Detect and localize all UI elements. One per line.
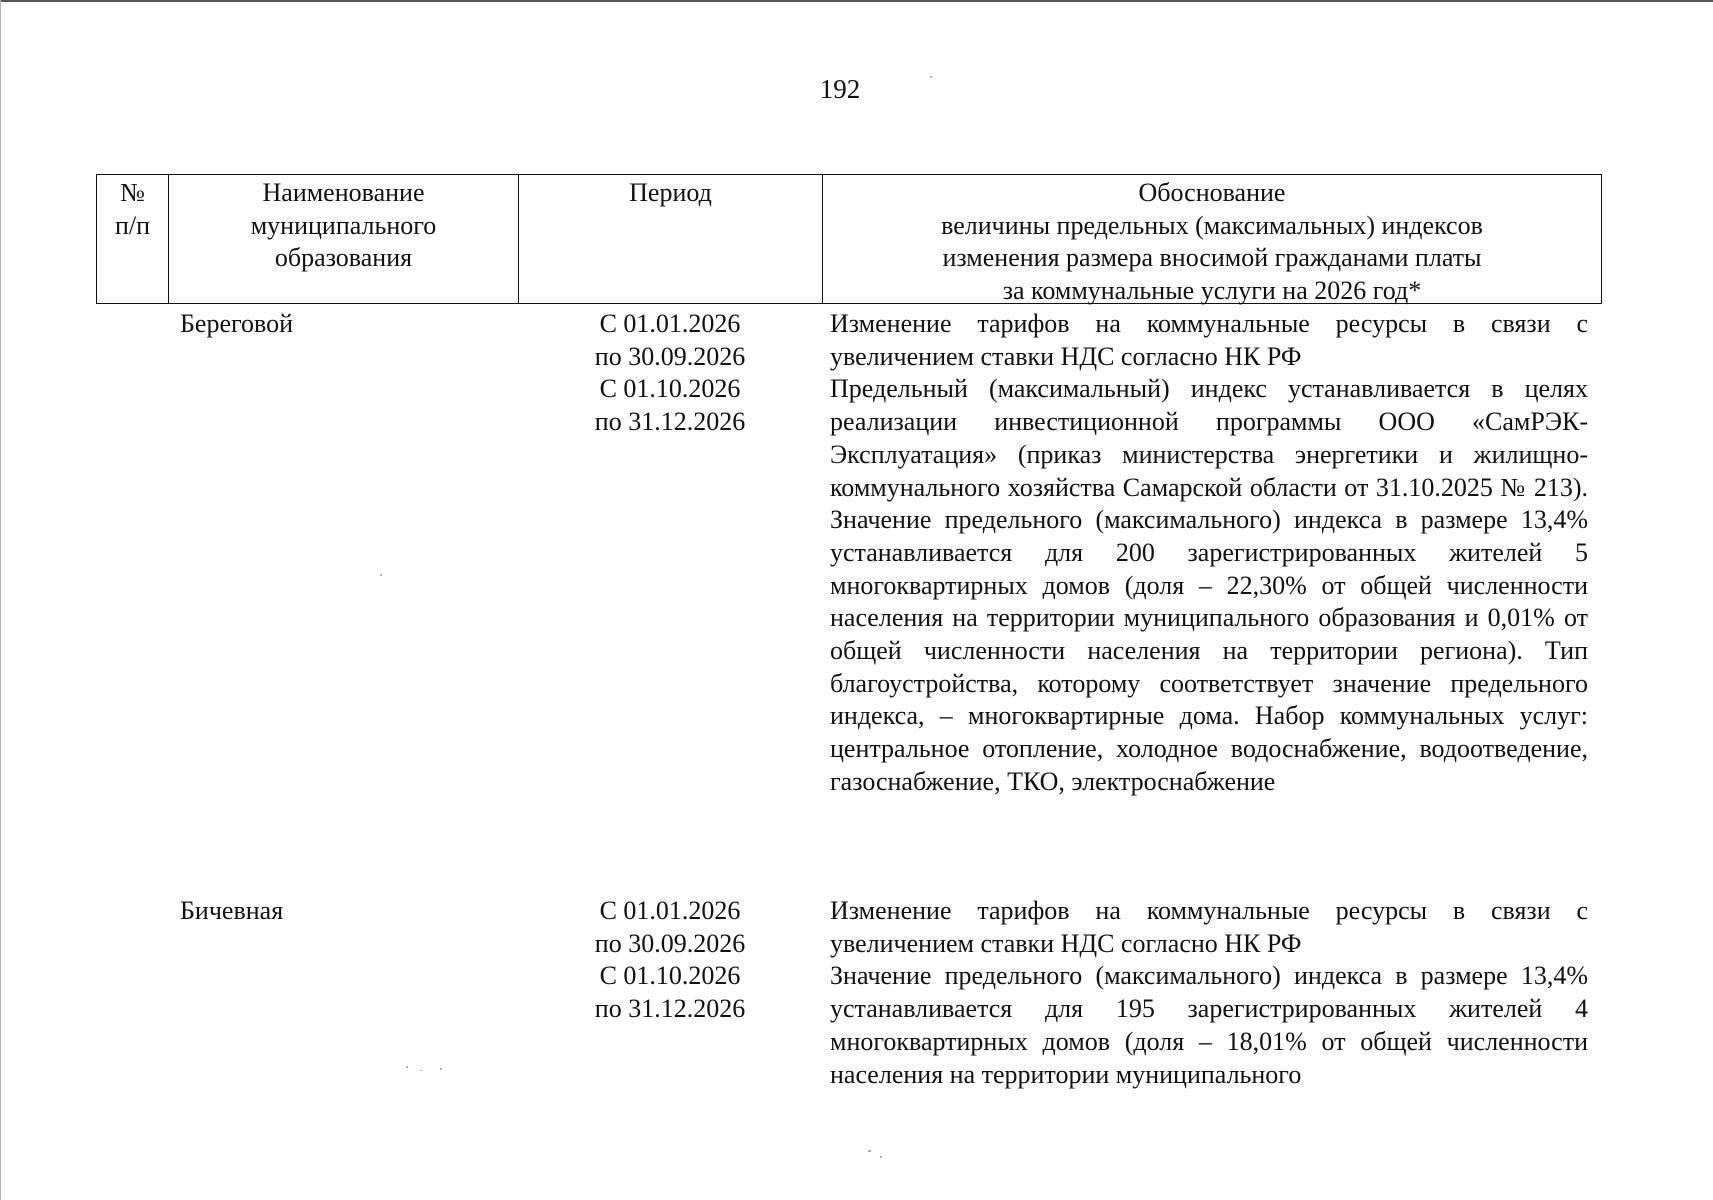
scan-border-top bbox=[0, 0, 1713, 2]
period-line: по 30.09.2026 bbox=[594, 341, 746, 371]
scan-speck bbox=[406, 1066, 408, 1068]
header-period-line: Период bbox=[629, 178, 712, 207]
period-cell bbox=[518, 308, 822, 439]
period-line: С 01.10.2026 bbox=[599, 374, 741, 404]
scan-speck bbox=[930, 76, 932, 78]
header-number-column bbox=[97, 175, 169, 303]
header-period-column bbox=[519, 175, 823, 303]
period-line: С 01.01.2026 bbox=[599, 309, 741, 338]
header-basis-line: изменения размера вносимой гражданами платы bbox=[942, 243, 1482, 272]
header-number-line: № bbox=[120, 178, 145, 207]
scan-speck bbox=[420, 1070, 422, 1071]
basis-paragraph: Предельный (максимальный) индекс устанавливается в целях реализации инвестиционной программы ООО «СамРЭК-Эксплуатация» (приказ министерства энергетики и жилищно-коммунального хозяйства Самарской области от 31.10.2025 № 213). Значение предельного (максимального) индекса в размере 13,4% устанавливается для 200 зарегистрированных жителей 5 многоквартирных домов (доля – 22,30% от общей численности населения на территории муниципального образования и 0,01% от общей численности населения на территории региона). Тип благоустройства, которому соответствует значение предельного индекса, – многоквартирные дома. Набор коммунальных услуг: центральное отопление, холодное водоснабжение, водоотведение, газоснабжение, ТКО, электроснабжение bbox=[830, 374, 1588, 796]
scan-speck bbox=[880, 1156, 882, 1158]
header-basis-line: за коммунальные услуги на 2026 год* bbox=[1002, 275, 1422, 305]
scan-speck bbox=[440, 1068, 442, 1070]
header-municipality-line: муниципального bbox=[250, 210, 437, 240]
header-basis-line: Обоснование bbox=[1138, 178, 1286, 207]
period-cell bbox=[518, 895, 822, 1026]
period-line: по 31.12.2026 bbox=[594, 407, 746, 437]
scan-speck bbox=[868, 1150, 871, 1152]
municipality-name: Береговой bbox=[180, 309, 294, 338]
period-line: С 01.01.2026 bbox=[599, 896, 741, 925]
basis-paragraph: Значение предельного (максимального) индекса в размере 13,4% устанавливается для 195 зарегистрированных жителей 4 многоквартирных домов (доля – 18,01% от общей численности населения на территории муниципального bbox=[830, 961, 1588, 1089]
header-municipality-line: Наименование bbox=[262, 178, 425, 207]
header-basis-column bbox=[823, 175, 1601, 303]
scan-border-left bbox=[0, 0, 1, 1200]
header-municipality-column bbox=[169, 175, 519, 303]
page-number: 192 bbox=[819, 74, 861, 104]
table-header bbox=[96, 174, 1602, 304]
period-line: С 01.10.2026 bbox=[599, 961, 741, 991]
scan-speck bbox=[380, 574, 382, 576]
basis-paragraph: Изменение тарифов на коммунальные ресурсы в связи с увеличением ставки НДС согласно НК РФ bbox=[830, 309, 1588, 371]
municipality-name: Бичевная bbox=[180, 896, 284, 925]
header-number-line: п/п bbox=[114, 210, 151, 240]
basis-cell bbox=[830, 895, 1588, 1091]
basis-cell bbox=[830, 308, 1588, 799]
period-line: по 31.12.2026 bbox=[594, 994, 746, 1024]
header-municipality-line: образования bbox=[274, 243, 413, 272]
period-line: по 30.09.2026 bbox=[594, 928, 746, 958]
basis-paragraph: Изменение тарифов на коммунальные ресурсы в связи с увеличением ставки НДС согласно НК РФ bbox=[830, 896, 1588, 958]
header-basis-line: величины предельных (максимальных) индексов bbox=[941, 210, 1483, 240]
